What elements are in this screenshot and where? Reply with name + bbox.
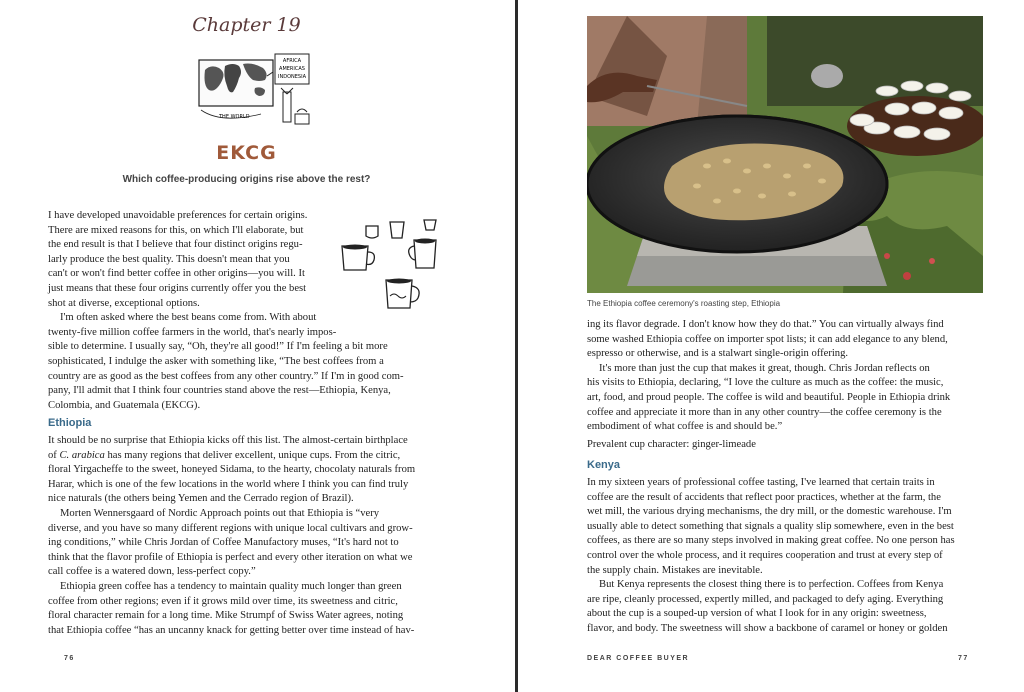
text-line: But Kenya represents the closest thing there is to perfection. Coffees from Kenya <box>599 579 944 591</box>
chapter-subtitle: Which coffee-producing origins rise above the rest? <box>122 174 371 185</box>
coffee-ceremony-photo <box>587 16 983 293</box>
chapter-heading: Chapter 19 <box>192 14 301 36</box>
text-line: call coffee is a watered down, less-perfect copy.” <box>48 566 256 578</box>
continued-text <box>587 318 950 452</box>
text-line: his visits to Ethiopia, declaring, “I love the culture as much as the coffee: the music, <box>587 377 944 389</box>
kenya-section-text <box>587 476 955 637</box>
ethiopia-section-text <box>48 434 415 638</box>
text-line: Ethiopia green coffee has a tendency to maintain quality much longer than green <box>60 580 402 592</box>
text-fragment: of <box>48 449 60 461</box>
section-heading-kenya: Kenya <box>587 459 621 471</box>
text-line: It should be no surprise that Ethiopia kicks off this list. The almost-certain birthplace <box>48 435 408 446</box>
text-line: some washed Ethiopia coffee on importer spot lists; it can add elegance to any blend, <box>587 333 948 345</box>
right-page <box>518 0 1024 692</box>
text-line: coffee are the result of accidents that reflect poor practices, whether at the farm, the <box>587 491 941 503</box>
text-line: larly produce the best quality. This doesn't mean that you <box>48 253 290 265</box>
text-line: floral character remain for a long time. Mike Strumpf of Swiss Water agrees, noting <box>48 610 404 622</box>
text-line: about the cup is a souped-up version of what I look for in any origin: sweetness, <box>587 608 927 620</box>
text-line: pany, I'll admit that I think four countries stand above the rest—Ethiopia, Kenya, <box>48 385 391 397</box>
chapter-title: EKCG <box>216 142 277 164</box>
text-line: country are as good as the best coffees from any other country.” If I'm in good com- <box>48 370 404 382</box>
text-line: shot at diverse, exceptional options. <box>48 297 200 309</box>
map-label-africa: AFRICA <box>282 58 302 64</box>
species-name: C. arabica <box>59 449 105 461</box>
text-line: I'm often asked where the best beans come from. With about <box>60 312 317 324</box>
text-fragment: has many regions that deliver excellent, unique cups. From the citric, <box>104 449 401 461</box>
text-line: coffee from other regions; even if it grows mild over time, its sweetness and citric, <box>48 595 398 607</box>
world-map-illustration <box>197 52 315 130</box>
text-line: just means that these four origins currently offer you the best <box>48 282 307 294</box>
text-line: diverse, and you have so many different regions with unique local cultivars and grow- <box>48 522 413 534</box>
text-line: twenty-five million coffee farmers in the world, that's nearly impos- <box>48 326 337 338</box>
cup-character: Prevalent cup character: ginger-limeade <box>587 438 756 450</box>
text-line: nice naturals (the others being Yemen and the Cerrado region of Brazil). <box>48 493 354 505</box>
text-line: sophisticated, I indulge the asker with something like, “The best coffees from a <box>48 355 384 367</box>
text-line: the supply chain. Mistakes are inevitable. <box>587 564 763 576</box>
text-line: the end result is that I believe that four distinct origins regu- <box>48 239 303 251</box>
text-line: espresso or otherwise, and is a stalwart single-origin offering. <box>587 348 849 360</box>
text-line: coffees, as there are so many steps involved in making great coffee. No one person has <box>587 535 955 547</box>
text-line: flavor, and body. The sweetness will show a backbone of caramel or honey or golden <box>587 622 948 634</box>
text-line: I have developed unavoidable preferences for certain origins. <box>48 210 308 221</box>
text-line: floral Yirgacheffe to the sweet, honeyed Sidama, to the hearty, chocolaty naturals from <box>48 464 416 476</box>
photo-caption: The Ethiopia coffee ceremony's roasting step, Ethiopia <box>587 299 781 308</box>
section-heading-ethiopia: Ethiopia <box>48 417 92 429</box>
text-line: think that the flavor profile of Ethiopia is perfect and every other iteration on what we <box>48 551 413 563</box>
text-line: ing conditions,” while Chris Jordan of Coffee Manufactory muses, “It's hard not to <box>48 537 399 549</box>
text-line: wet mill, the various drying mechanisms, the dry mill, or the domestic warehouse. I'm <box>587 506 952 518</box>
text-line: embodiment of what coffee is and should be.” <box>587 421 783 433</box>
text-line: ing its flavor degrade. I don't know how they do that.” You can virtually always find <box>587 319 944 330</box>
page-number-right: 77 <box>958 655 969 662</box>
text-line: sible to determine. I usually say, “Oh, they're all good!” If I'm feeling a bit more <box>48 341 388 353</box>
text-line: Harar, which is one of the few locations in the world where I think you can find truly <box>48 478 409 490</box>
page-number-left: 76 <box>64 655 75 662</box>
text-line: In my sixteen years of professional coffee tasting, I've learned that certain traits in <box>587 477 935 488</box>
coffee-cups-illustration <box>338 216 448 326</box>
map-label-world: THE WORLD <box>219 114 250 120</box>
text-line: art, food, and proud people. The coffee is wild and beautiful. People in Ethiopia drink <box>587 391 951 403</box>
text-line: control over the whole process, and it requires cooperation and trust at every step of <box>587 549 943 561</box>
text-line <box>48 449 415 464</box>
map-label-americas: AMERICAS <box>279 66 305 72</box>
text-line: coffee and appreciate it more than in any other country—the coffee ceremony is the <box>587 406 942 418</box>
text-line: There are mixed reasons for this, on which I'll elaborate, but <box>48 224 304 236</box>
running-footer: DEAR COFFEE BUYER <box>587 655 690 662</box>
text-line: Colombia, and Guatemala (EKCG). <box>48 399 201 411</box>
text-line: that Ethiopia coffee “has an uncanny knack for getting better over time instead of hav- <box>48 624 415 636</box>
text-line: Morten Wennersgaard of Nordic Approach points out that Ethiopia is “very <box>60 507 380 519</box>
text-line: are ripe, cleanly processed, expertly milled, and packaged to defy aging. Everything <box>587 593 944 605</box>
map-label-indonesia: INDONESIA <box>278 74 306 80</box>
text-line: It's more than just the cup that makes it great, though. Chris Jordan reflects on <box>599 362 930 374</box>
text-line: can't or won't find better coffee in other origins—you will. It <box>48 268 305 280</box>
text-line: usually able to detect something that signals a quality slip somewhere, even in the best <box>587 520 954 532</box>
